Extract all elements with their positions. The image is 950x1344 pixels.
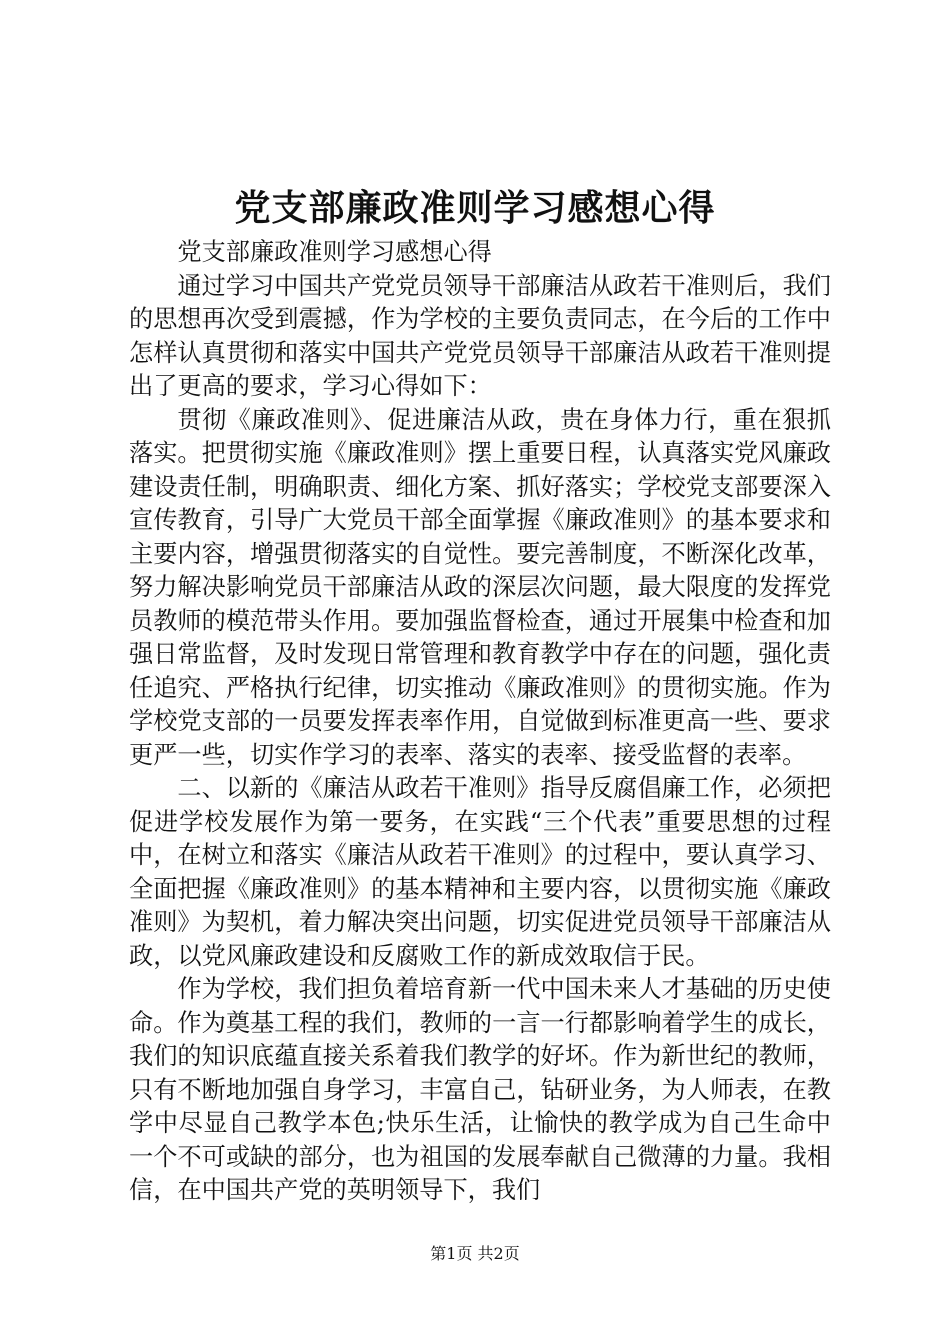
body-paragraph-heading: 党支部廉政准则学习感想心得: [177, 238, 492, 266]
body-paragraph: 作为学校，我们担负着培育新一代中国未来人才基础的历史使命。作为奠基工程的我们，教师的一言一行都影响着学生的成长，我们的知识底蕴直接关系着我们教学的好坏。作为新世纪的教师，只有不断地加强自身学习，丰富自己，钻研业务，为人师表，在教学中尽显自己教学本色;快乐生活，让愉快的教学成为自己生命中一个不可或缺的部分，也为祖国的发展奉献自己微薄的力量。我相信，在中国共产党的英明领导下，我们: [129, 975, 831, 1204]
page-footer: 第1页 共2页: [430, 1244, 520, 1263]
document-title: 党支部廉政准则学习感想心得: [234, 187, 716, 229]
body-paragraph: 通过学习中国共产党党员领导干部廉洁从政若干准则后，我们的思想再次受到震撼，作为学校的主要负责同志，在今后的工作中怎样认真贯彻和落实中国共产党党员领导干部廉洁从政若干准则提出了更高的要求，学习心得如下：: [129, 271, 831, 400]
document-body: [129, 236, 831, 1208]
body-paragraph: 贯彻《廉政准则》、促进廉洁从政，贵在身体力行，重在狠抓落实。把贯彻实施《廉政准则》摆上重要日程，认真落实党风廉政建设责任制，明确职责、细化方案、抓好落实；学校党支部要深入宣传教育，引导广大党员干部全面掌握《廉政准则》的基本要求和主要内容，增强贯彻落实的自觉性。要完善制度，不断深化改革，努力解决影响党员干部廉洁从政的深层次问题，最大限度的发挥党员教师的模范带头作用。要加强监督检查，通过开展集中检查和加强日常监督，及时发现日常管理和教育教学中存在的问题，强化责任追究、严格执行纪律，切实推动《廉政准则》的贯彻实施。作为学校党支部的一员要发挥表率作用，自觉做到标准更高一些、要求更严一些，切实作学习的表率、落实的表率、接受监督的表率。: [129, 405, 831, 769]
body-paragraph: 二、以新的《廉洁从政若干准则》指导反腐倡廉工作，必须把促进学校发展作为第一要务，在实践“三个代表”重要思想的过程中，在树立和落实《廉洁从政若干准则》的过程中，要认真学习、全面把握《廉政准则》的基本精神和主要内容，以贯彻实施《廉政准则》为契机，着力解决突出问题，切实促进党员领导干部廉洁从政，以党风廉政建设和反腐败工作的新成效取信于民。: [129, 774, 831, 970]
